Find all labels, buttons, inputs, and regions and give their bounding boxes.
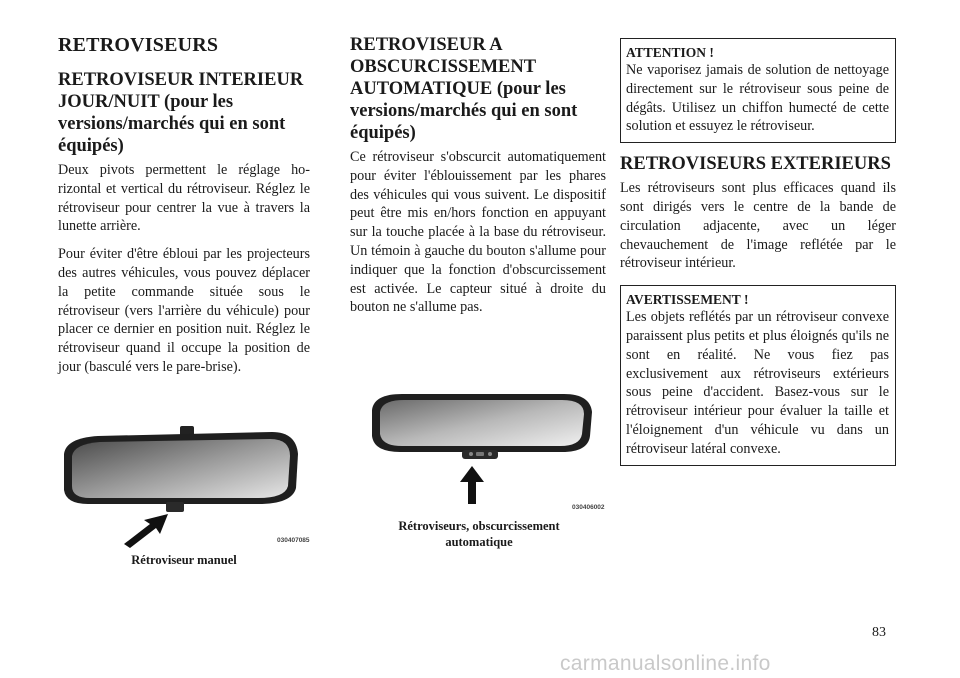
right-column — [620, 38, 896, 466]
figure-code: 030407085 — [277, 537, 310, 544]
paragraph-exterior-mirrors: Les rétroviseurs sont plus efficaces quand ils sont dirigés vers le centre de la bande de circulation adjacente, avec un léger chevauchement de l'image reflétée par le rétroviseur intérieur. — [620, 180, 896, 272]
figure-caption-manual: Rétroviseur manuel — [131, 553, 237, 567]
watermark: carmanualsonline.info — [560, 652, 771, 675]
figure-auto-dimming-mirror — [350, 386, 608, 556]
heading-interior-mirror: RETROVISEUR INTERIEUR JOUR/NUIT (pour les versions/marchés qui en sont équipés) — [58, 70, 304, 156]
manual-mirror-illustration — [58, 420, 310, 550]
attention-title: ATTENTION ! — [626, 45, 714, 60]
heading-auto-dimming-mirror: RETROVISEUR A OBSCURCISSEMENT AUTOMATIQUE (pour les versions/marchés qui en sont équipés) — [350, 35, 578, 143]
attention-text: Ne vaporisez jamais de solution de nettoyage directement sur le rétroviseur sous peine de dégâts. Utilisez un chiffon humecté de cette solution et essuyez le rétroviseur. — [626, 62, 889, 135]
warning-title: AVERTISSEMENT ! — [626, 292, 749, 308]
figure-manual-mirror — [58, 420, 310, 570]
left-column — [58, 34, 310, 386]
paragraph-pivots: Deux pivots permettent le réglage horizontal et vertical du rétroviseur. Réglez le rétroviseur pour centrer la vue à travers la lunette arrière. — [58, 162, 310, 235]
paragraph-auto-dimming: Ce rétroviseur s'obscurcit automatiquement pour éviter l'éblouissement par les phares des véhicules qui vous suivent. Le dispositif peut être mis en/hors fonction en appuyant sur la touche placée à la base du rétroviseur. Un témoin à gauche du bouton s'allume pour indiquer que la fonction d'obscurcissement est activée. Le capteur situé à droite du bouton ne s'allume pas. — [350, 149, 606, 316]
middle-column — [350, 34, 606, 326]
paragraph-night-position: Pour éviter d'être ébloui par les projecteurs des autres véhicules, vous pouvez déplacer la petite commande située sous le rétroviseur (vers l'arrière du véhicule) pour placer ce dernier en position nuit. Réglez le rétroviseur quand il occupe la position de jour (basculé vers le pare-brise). — [58, 246, 310, 375]
page-number: 83 — [872, 625, 886, 640]
auto-dimming-mirror-illustration — [350, 386, 608, 516]
heading-exterior-mirrors: RETROVISEURS EXTERIEURS — [620, 154, 891, 175]
section-title-retroviseurs: RETROVISEURS — [58, 34, 219, 56]
figure-caption-auto-dimming: Rétroviseurs, obscurcissement automatique — [398, 519, 560, 549]
attention-box — [620, 38, 896, 143]
warning-box — [620, 285, 896, 465]
figure-code: 030406002 — [572, 504, 605, 511]
warning-text: Les objets reflétés par un rétroviseur convexe paraissent plus petits et plus éloignés qu'ils ne sont en réalité. Ne vous fiez pas exclusivement aux rétroviseurs extérieurs sous peine d'accident. Basez-vous sur le rétroviseur intérieur pour évaluer la taille et l'éloignement d'un véhicule vu dans un rétroviseur latéral convexe. — [626, 309, 889, 457]
